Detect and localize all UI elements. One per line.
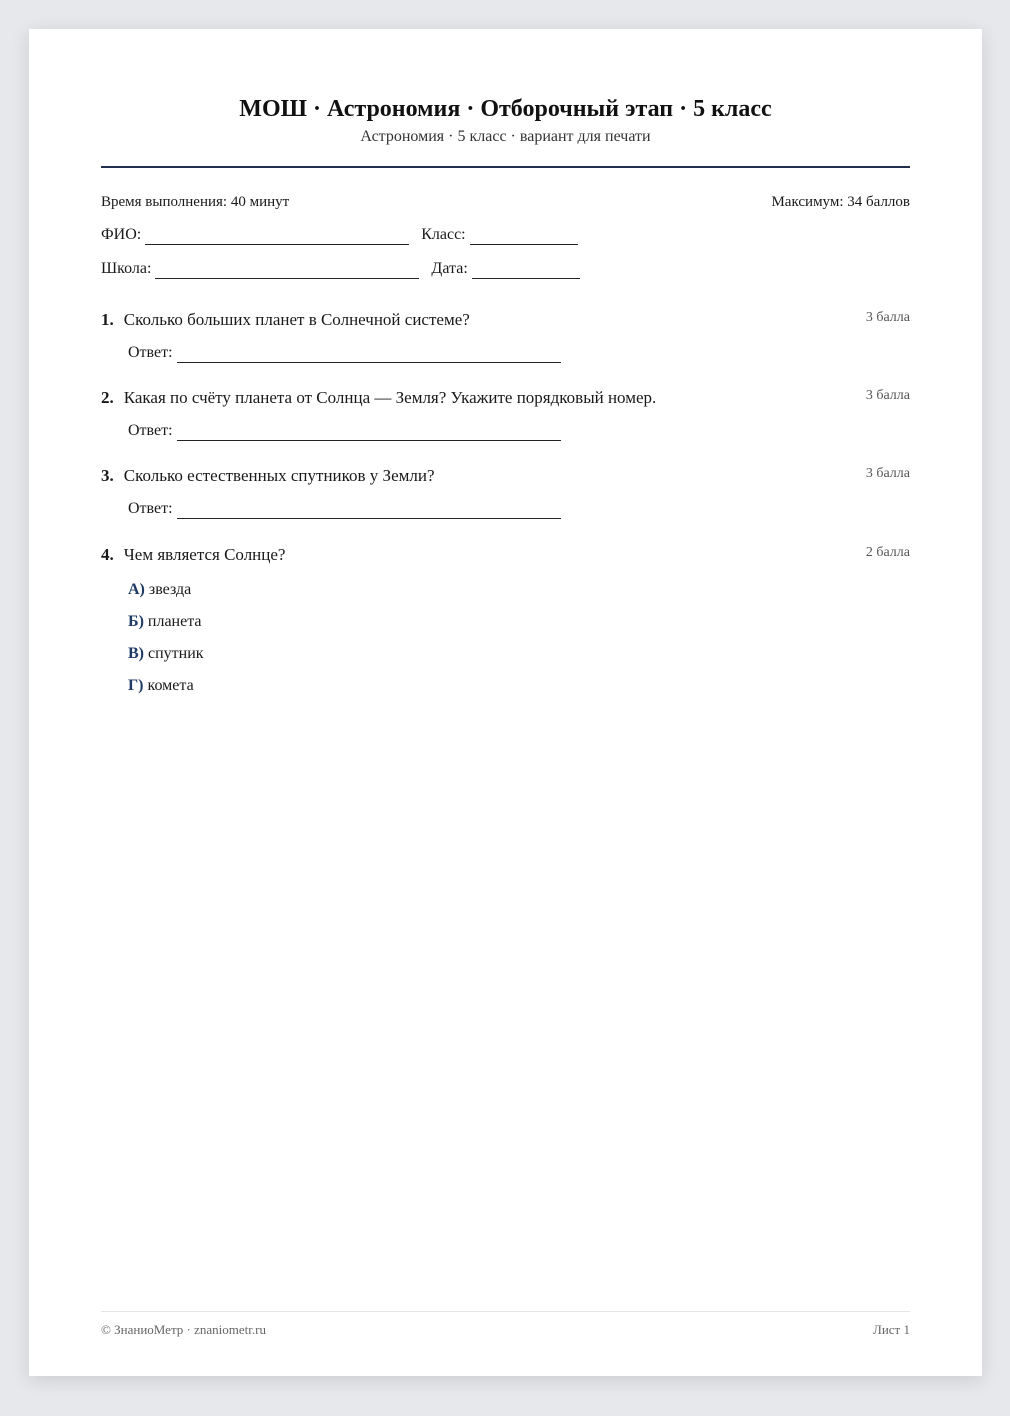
question-1 (101, 309, 910, 363)
answer-label: Ответ: (128, 500, 173, 517)
date-label: Дата: (431, 260, 468, 277)
question-number: 1. (101, 310, 114, 329)
page-title: МОШ · Астрономия · Отборочный этап · 5 класс (239, 96, 772, 122)
option-text: спутник (148, 645, 204, 662)
question-text: Сколько больших планет в Солнечной системе? (123, 310, 470, 329)
header-divider (101, 166, 910, 168)
page-header (101, 95, 910, 147)
footer-divider (101, 1311, 910, 1312)
option-b[interactable] (128, 612, 910, 644)
class-label: Класс: (421, 226, 466, 243)
fio-field[interactable] (145, 230, 409, 245)
question-points: 2 балла (865, 545, 910, 560)
option-a[interactable] (128, 580, 910, 612)
date-field[interactable] (472, 264, 580, 279)
question-3 (101, 465, 910, 519)
question-number: 2. (101, 388, 114, 407)
question-2 (101, 387, 910, 441)
answer-row (128, 343, 910, 363)
option-text: планета (147, 613, 202, 630)
question-points: 3 балла (865, 466, 910, 481)
option-g[interactable] (128, 676, 910, 708)
question-4 (101, 544, 910, 708)
question-points: 3 балла (865, 388, 910, 403)
answer-options (128, 580, 910, 708)
fio-label: ФИО: (101, 226, 142, 243)
answer-label: Ответ: (128, 422, 173, 439)
class-field[interactable] (470, 230, 578, 245)
footer-copyright: © ЗнаниоМетр · znaniometr.ru (101, 1322, 266, 1337)
page-subtitle: Астрономия · 5 класс · вариант для печати (360, 128, 651, 145)
answer-field[interactable] (177, 504, 561, 519)
worksheet-page (29, 29, 982, 1376)
question-text: Сколько естественных спутников у Земли? (123, 466, 435, 485)
fio-class-row (101, 225, 910, 245)
answer-field[interactable] (177, 426, 561, 441)
max-score: Максимум: 34 баллов (771, 194, 910, 210)
meta-row (101, 193, 910, 211)
question-number: 4. (101, 545, 114, 564)
school-date-row (101, 259, 910, 279)
option-text: комета (147, 677, 194, 694)
question-text: Чем является Солнце? (123, 545, 286, 564)
option-v[interactable] (128, 644, 910, 676)
option-letter: В) (128, 645, 144, 662)
school-field[interactable] (155, 264, 419, 279)
answer-row (128, 499, 910, 519)
page-footer (101, 1322, 910, 1338)
option-letter: А) (128, 581, 145, 598)
question-points: 3 балла (865, 310, 910, 325)
option-letter: Б) (128, 613, 144, 630)
answer-label: Ответ: (128, 344, 173, 361)
answer-field[interactable] (177, 348, 561, 363)
page-number: Лист 1 (873, 1322, 910, 1337)
time-limit: Время выполнения: 40 минут (101, 194, 290, 210)
answer-row (128, 421, 910, 441)
question-number: 3. (101, 466, 114, 485)
option-text: звезда (148, 581, 192, 598)
school-label: Школа: (101, 260, 152, 277)
option-letter: Г) (128, 677, 144, 694)
question-text: Какая по счёту планета от Солнца — Земля? Укажите порядковый номер. (123, 388, 657, 407)
